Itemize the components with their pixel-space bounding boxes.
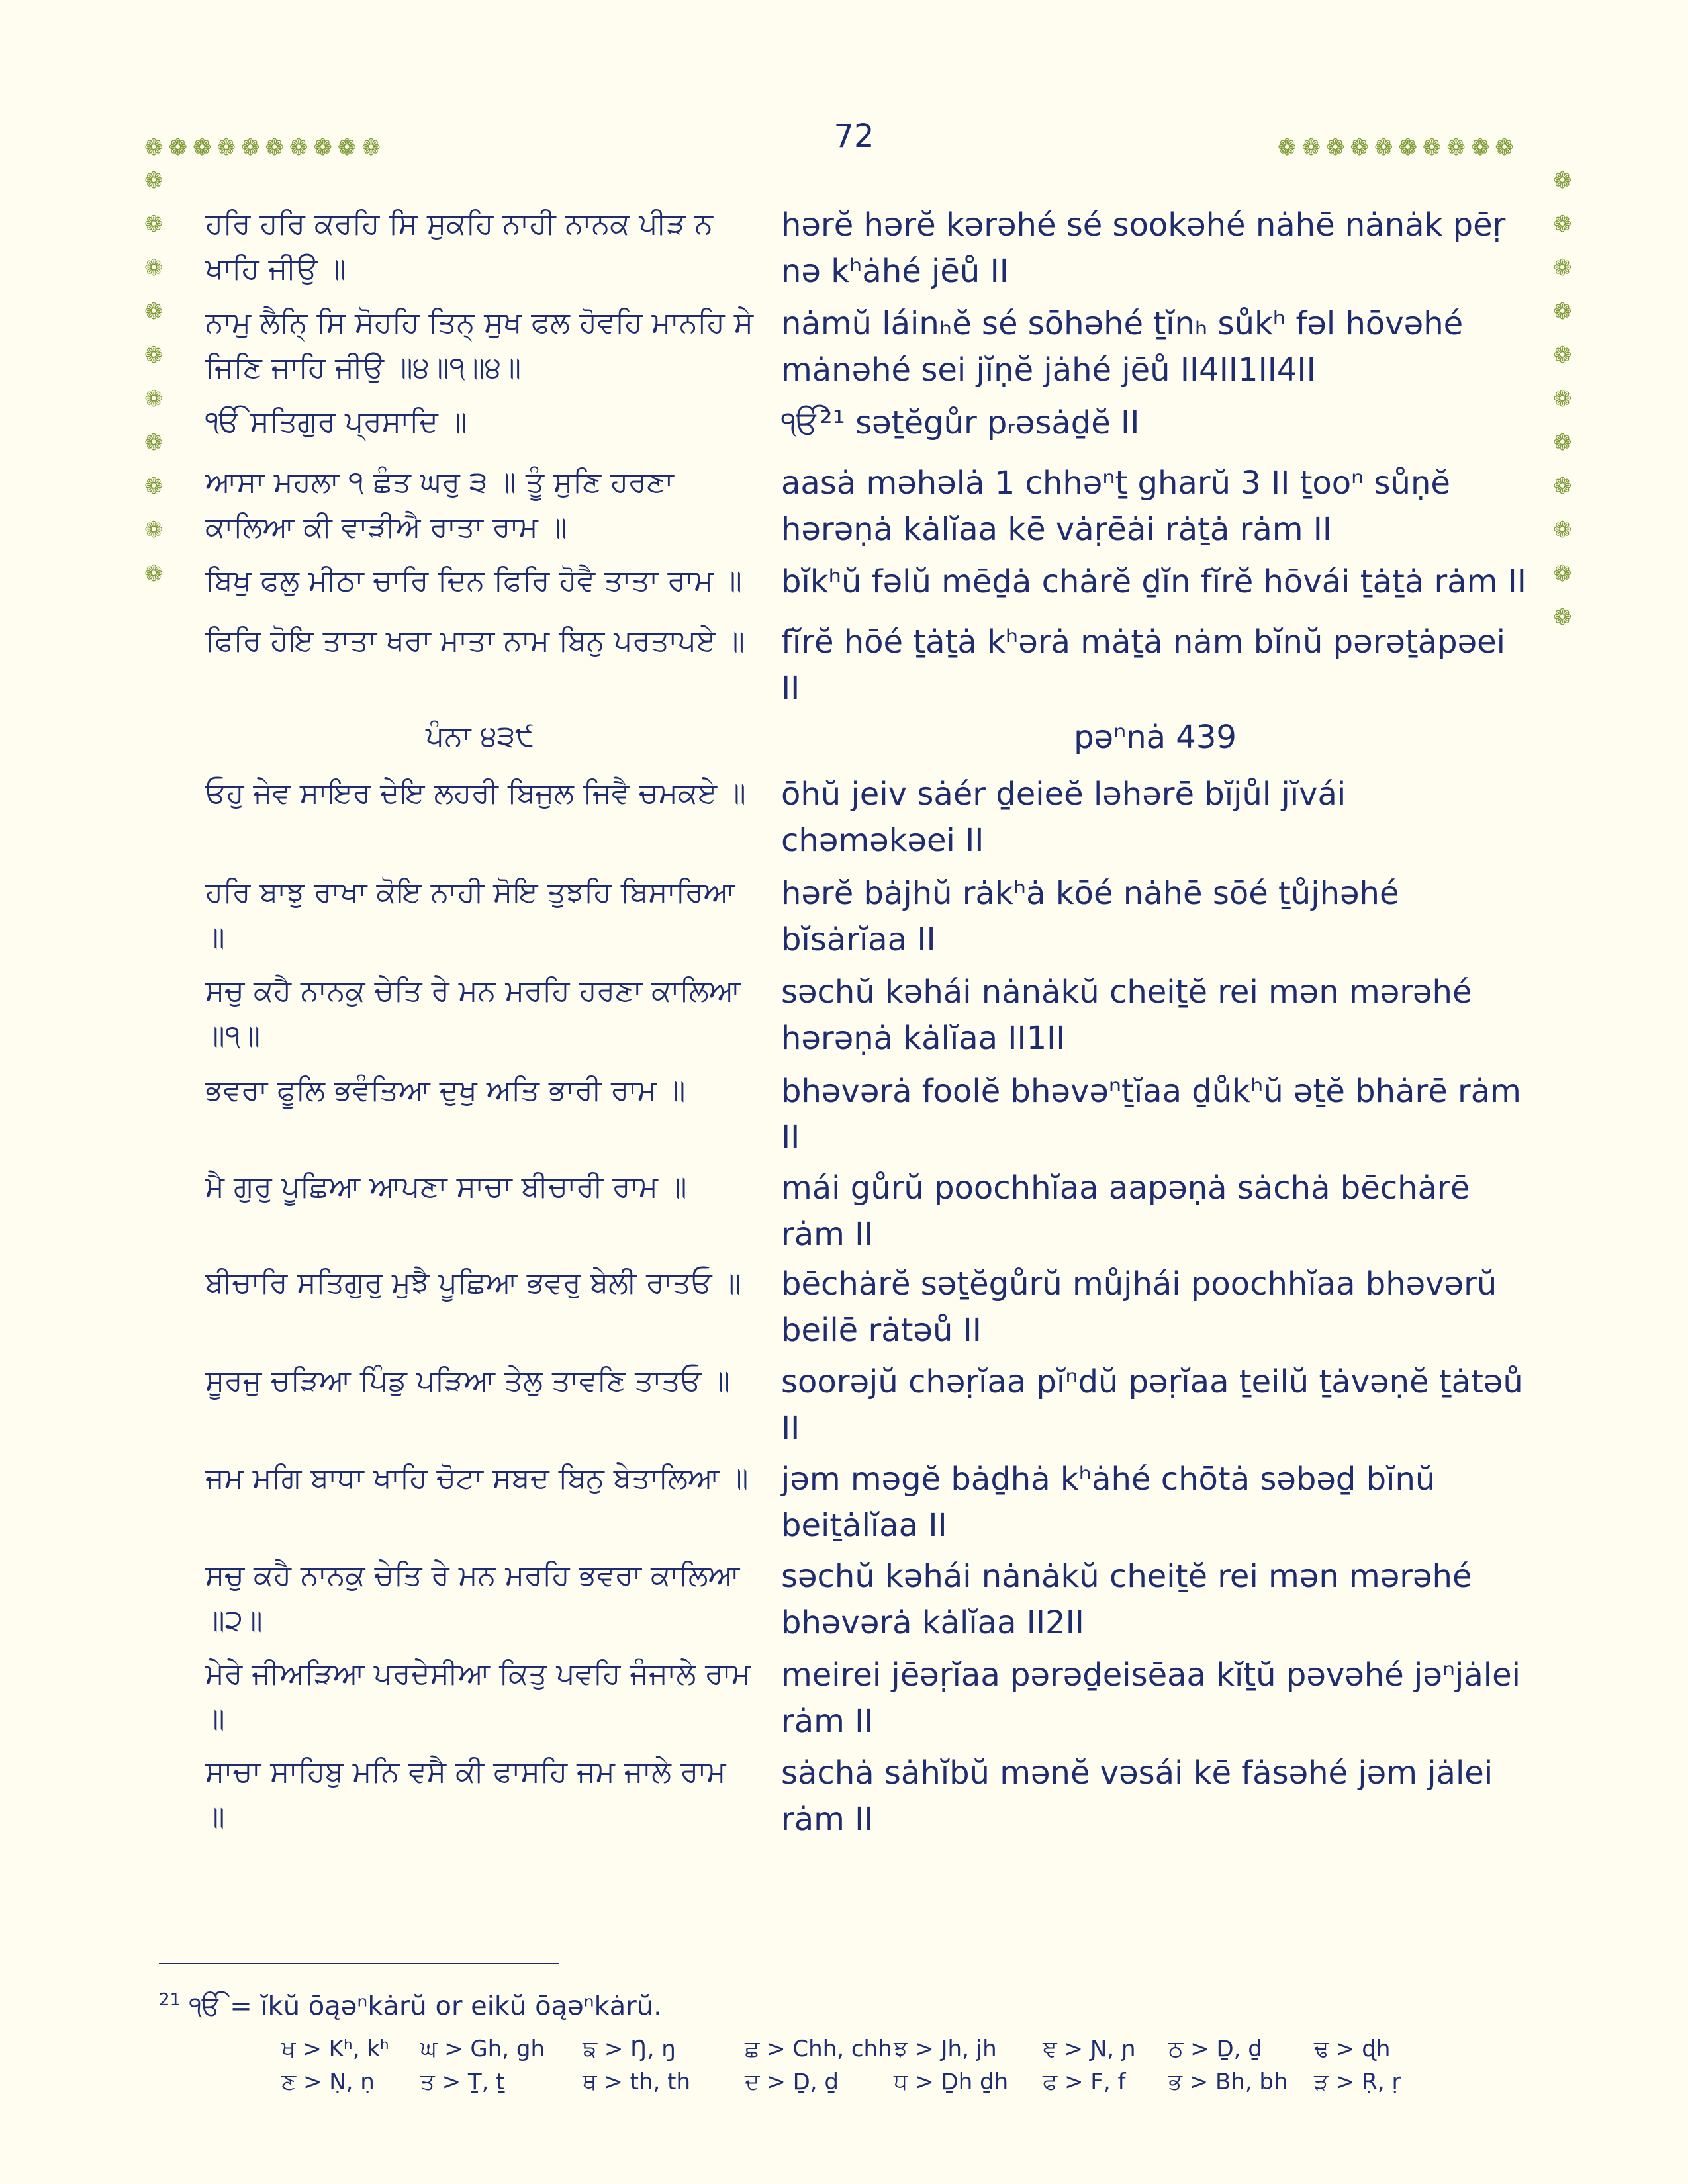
legend-item: ਝ > Jh, jh	[894, 2036, 997, 2062]
ornament-right-column	[1553, 169, 1572, 650]
gurmukhi-text: ਬੀਚਾਰਿ ਸਤਿਗੁਰੁ ਮੁਝੈ ਪੂਛਿਆ ਭਵਰੁ ਬੇਲੀ ਰਾਤਓ ॥	[205, 1266, 741, 1300]
gurmukhi-text: ਹਰਿ ਬਾਝੁ ਰਾਖਾ ਕੋਇ ਨਾਹੀ ਸੋਇ ਤੁਝਹਿ ਬਿਸਾਰਿਆ ॥	[205, 876, 735, 954]
transliteration-text: bĭkʰŭ fəlŭ mēḏȧ chȧrĕ ḏĭn fĭrĕ hōvái ṯȧṯȧ rȧm II	[781, 563, 1526, 600]
transliteration-text: ōhŭ jeiv sȧér ḏeieĕ ləhərē bĭjůl jĭvái chəməkəei II	[781, 776, 1346, 859]
ornament-glyph: ❁	[144, 386, 164, 412]
gurmukhi-text: ਫਿਰਿ ਹੋਇ ਤਾਤਾ ਖਰਾ ਮਾਤਾ ਨਾਮ ਬਿਨੁ ਪਰਤਾਪਏ ॥	[205, 624, 745, 658]
legend-item: ਙ > Ŋ, ŋ	[583, 2036, 676, 2062]
ornament-glyph: ❁	[1553, 561, 1572, 587]
legend-item: ਭ > Bh, bh	[1168, 2069, 1288, 2095]
ornament-glyph: ❁	[144, 561, 164, 587]
ornament-glyph: ❁	[1553, 211, 1572, 238]
transliteration-text: nȧmŭ láinₕĕ sé sōhəhé ṯĭnₕ sůkʰ fəl hōvəhé mȧnəhé sei jĭṇĕ jȧhé jēů II4II1II4II	[781, 305, 1464, 388]
legend-row-2	[281, 2069, 1539, 2102]
ornament-glyph: ❁	[144, 342, 164, 369]
transliteration-text: ੴ²¹ səṯĕgůr pᵣəsȧḏĕ II	[781, 404, 1140, 441]
legend-item: ਦ > Ḏ, ḏ	[745, 2069, 839, 2095]
legend-row-1	[281, 2036, 1539, 2069]
transliteration-text: aasȧ məhəlȧ 1 chhəⁿṯ gharŭ 3 II ṯooⁿ sůṇĕ hərəṇȧ kȧlĭaa kē vȧṛēȧi rȧṯȧ rȧm II	[781, 465, 1450, 548]
gurmukhi-text: ਮੇਰੇ ਜੀਅੜਿਆ ਪਰਦੇਸੀਆ ਕਿਤੁ ਪਵਹਿ ਜੰਜਾਲੇ ਰਾਮ ॥	[205, 1657, 751, 1736]
ornament-glyph: ❁	[1553, 342, 1572, 369]
legend-item: ਧ > Ḏh ḏh	[894, 2069, 1009, 2095]
gurmukhi-text: ਬਿਖੁ ਫਲੁ ਮੀਠਾ ਚਾਰਿ ਦਿਨ ਫਿਰਿ ਹੋਵੈ ਤਾਤਾ ਰਾਮ ॥	[205, 564, 742, 598]
transliteration-text: fĭrĕ hōé ṯȧṯȧ kʰərȧ mȧṯȧ nȧm bĭnŭ pərəṯȧpəei II	[781, 623, 1505, 707]
transliteration-text: soorəjŭ chəṛĭaa pĭⁿdŭ pəṛĭaa ṯeilŭ ṯȧvəṇĕ ṯȧtəů II	[781, 1363, 1523, 1447]
gurmukhi-text: ਨਾਮੁ ਲੈਨਿ੍ ਸਿ ਸੋਹਹਿ ਤਿਨ੍ ਸੁਖ ਫਲ ਹੋਵਹਿ ਮਾਨਹਿ ਸੇ ਜਿਣਿ ਜਾਹਿ ਜੀਉ ॥੪॥੧॥੪॥	[205, 306, 754, 385]
gurmukhi-text: ਜਮ ਮਗਿ ਬਾਧਾ ਖਾਹਿ ਚੋਟਾ ਸਬਦ ਬਿਨੁ ਬੇਤਾਲਿਆ ॥	[205, 1461, 749, 1495]
ornament-glyph: ❁	[1553, 517, 1572, 543]
ornament-glyph: ❁	[144, 255, 164, 281]
legend-item: ਣ > Ṇ, ṇ	[281, 2069, 375, 2095]
transliteration-text: səchŭ kəhái nȧnȧkŭ cheiṯĕ rei mən mərəhé hərəṇȧ kȧlĭaa II1II	[781, 974, 1472, 1057]
transliteration-text: sȧchȧ sȧhĭbŭ mənĕ vəsái kē fȧsəhé jəm jȧlei rȧm II	[781, 1754, 1493, 1838]
legend-item: ਖ > Kʰ, kʰ	[281, 2036, 389, 2062]
footnote-text: ੴ = ĭkŭ ōąəⁿkȧrŭ or eikŭ ōąəⁿkȧrŭ.	[189, 1991, 662, 2022]
transliteration-text: bhəvərȧ foolĕ bhəvəⁿṯĭaa ḏůkʰŭ əṯĕ bhȧrē rȧm II	[781, 1073, 1521, 1156]
gurmukhi-text: ਹਰਿ ਹਰਿ ਕਰਹਿ ਸਿ ਸੁਕਹਿ ਨਾਹੀ ਨਾਨਕ ਪੀੜ ਨ ਖਾਹਿ ਜੀਉ ॥	[205, 207, 714, 286]
ornament-glyph: ❁	[144, 517, 164, 543]
page-number: 72	[833, 118, 874, 155]
legend-item: ਥ > th, th	[583, 2069, 691, 2095]
transliteration-text: bēchȧrĕ səṯĕgůrŭ můjhái poochhĭaa bhəvərŭ beilē rȧtəů II	[781, 1265, 1497, 1349]
transliteration-text: hərĕ hərĕ kərəhé sé sookəhé nȧhē nȧnȧk pēṛ nə kʰȧhé jēů II	[781, 206, 1506, 290]
ornament-glyph: ❁	[1553, 255, 1572, 281]
ornament-top-left: ❁❁❁❁❁❁❁❁❁❁	[144, 134, 386, 161]
legend-item: ਤ > Ṯ, ṯ	[420, 2069, 505, 2095]
footnote-rule	[159, 1963, 559, 1964]
ornament-glyph: ❁	[144, 211, 164, 238]
ornament-top-right: ❁❁❁❁❁❁❁❁❁❁	[1278, 134, 1519, 161]
gurmukhi-text: ੴ ਸਤਿਗੁਰ ਪ੍ਰਸਾਦਿ ॥	[205, 405, 467, 439]
ornament-glyph: ❁	[144, 430, 164, 456]
footnote-mark: 21	[159, 1990, 181, 2010]
gurmukhi-text: ਮੈ ਗੁਰੁ ਪੂਛਿਆ ਆਪਣਾ ਸਾਚਾ ਬੀਚਾਰੀ ਰਾਮ ॥	[205, 1170, 687, 1204]
ornament-glyph: ❁	[1553, 386, 1572, 412]
legend-item: ਘ > Gh, gh	[420, 2036, 545, 2062]
legend-item: ਢ > ɖh	[1314, 2036, 1391, 2062]
legend-item: ਠ > Ḏ, ḏ	[1168, 2036, 1262, 2062]
ornament-glyph: ❁	[1553, 167, 1572, 194]
gurmukhi-text: ਸੂਰਜੁ ਚੜਿਆ ਪਿੰਡੁ ਪੜਿਆ ਤੇਲੁ ਤਾਵਣਿ ਤਾਤਓ ॥	[205, 1364, 731, 1398]
gurmukhi-text: ਸਚੁ ਕਹੈ ਨਾਨਕੁ ਚੇਤਿ ਰੇ ਮਨ ਮਰਹਿ ਹਰਣਾ ਕਾਲਿਆ ॥੧॥	[205, 974, 741, 1053]
legend-item: ਛ > Chh, chh	[745, 2036, 892, 2062]
ornament-glyph: ❁	[144, 298, 164, 325]
ornament-glyph: ❁	[1553, 604, 1572, 631]
legend-item: ਞ > Ɲ, ɲ	[1043, 2036, 1136, 2062]
transliteration-text: mái gůrŭ poochhĭaa aapəṇȧ sȧchȧ bēchȧrē rȧm II	[781, 1169, 1470, 1253]
ornament-left-column	[144, 169, 164, 606]
transliteration-text: meirei jēəṛĭaa pərəḏeisēaa kĭṯŭ pəvəhé jəⁿjȧlei rȧm II	[781, 1657, 1521, 1740]
transliteration-text: jəm məgĕ bȧḏhȧ kʰȧhé chōtȧ səbəḏ bĭnŭ beiṯȧlĭaa II	[781, 1461, 1436, 1544]
ornament-glyph: ❁	[1553, 430, 1572, 456]
gurmukhi-text: ਸਚੁ ਕਹੈ ਨਾਨਕੁ ਚੇਤਿ ਰੇ ਮਨ ਮਰਹਿ ਭਵਰਾ ਕਾਲਿਆ ॥੨॥	[205, 1559, 740, 1637]
legend-item: ਫ > F, f	[1043, 2069, 1126, 2095]
ornament-glyph: ❁	[144, 473, 164, 500]
transliteration-text: pəⁿnȧ 439	[1074, 719, 1237, 756]
ornament-glyph: ❁	[144, 167, 164, 194]
gurmukhi-text: ਭਵਰਾ ਫੂਲਿ ਭਵੰਤਿਆ ਦੁਖੁ ਅਤਿ ਭਾਰੀ ਰਾਮ ॥	[205, 1073, 686, 1107]
transliteration-text: səchŭ kəhái nȧnȧkŭ cheiṯĕ rei mən mərəhé bhəvərȧ kȧlĭaa II2II	[781, 1558, 1472, 1641]
transliteration-text: hərĕ bȧjhŭ rȧkʰȧ kōé nȧhē sōé ṯůjhəhé bĭsȧrĭaa II	[781, 875, 1399, 958]
footnote	[159, 1980, 1483, 2026]
legend-item: ੜ > Ṛ, ṛ	[1314, 2069, 1401, 2095]
gurmukhi-text: ਓਹੁ ਜੇਵ ਸਾਇਰ ਦੇਇ ਲਹਰੀ ਬਿਜੁਲ ਜਿਵੈ ਚਮਕਏ ॥	[205, 776, 746, 810]
ornament-glyph: ❁	[1553, 473, 1572, 500]
gurmukhi-text: ਸਾਚਾ ਸਾਹਿਬੁ ਮਨਿ ਵਸੈ ਕੀ ਫਾਸਹਿ ਜਮ ਜਾਲੇ ਰਾਮ ॥	[205, 1755, 726, 1834]
gurmukhi-text: ਆਸਾ ਮਹਲਾ ੧ ਛੰਤ ਘਰੁ ੩ ॥ ਤੂੰ ਸੁਣਿ ਹਰਣਾ ਕਾਲਿਆ ਕੀ ਵਾੜੀਐ ਰਾਤਾ ਰਾਮ ॥	[205, 465, 674, 544]
ornament-glyph: ❁	[1553, 298, 1572, 325]
gurmukhi-text: ਪੰਨਾ ੪੩੯	[426, 719, 534, 753]
